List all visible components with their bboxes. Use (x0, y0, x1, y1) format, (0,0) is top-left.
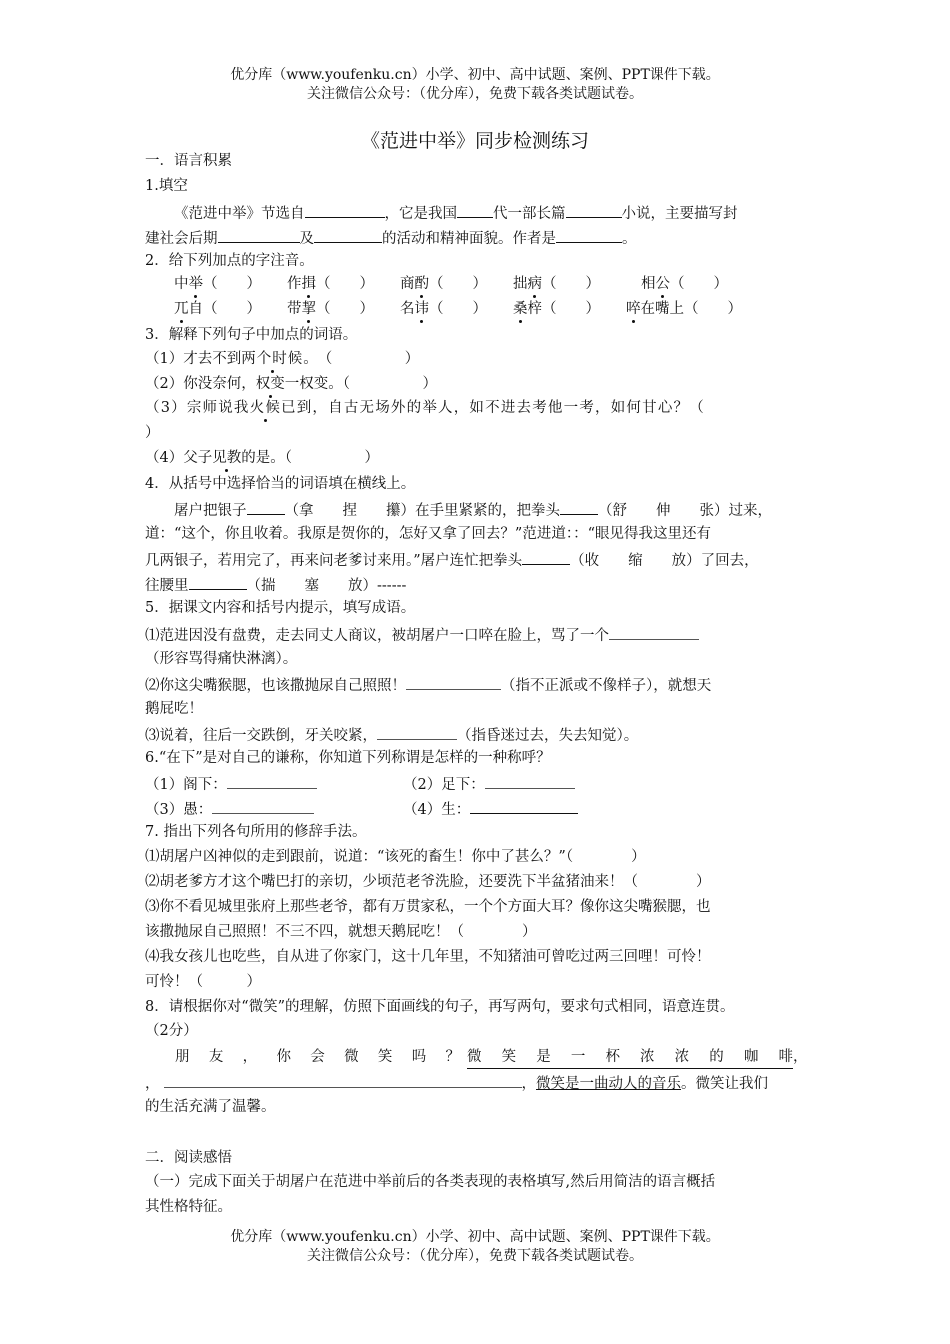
q5-item-1-cont: （形容骂得痛快淋漓）。 (145, 651, 298, 667)
q7-label: 7. 指出下列各句所用的修辞手法。 (145, 824, 367, 840)
pinyin-item: 中举（ ） (174, 276, 261, 292)
blank[interactable] (218, 227, 300, 243)
pinyin-item: 作揖（ ） (287, 276, 374, 292)
blank[interactable] (314, 227, 382, 243)
q7-item-2: ⑵胡老爹方才这个嘴巴打的亲切，少顷范老爷洗脸，还要洗下半盆猪油来！（ ） (145, 874, 711, 890)
pinyin-item: 商酌（ ） (400, 276, 487, 292)
q6-label: 6.“在下”是对自己的谦称，你知道下列称谓是怎样的一种称呼？ (145, 750, 551, 766)
q2-label: 2．给下列加点的字注音。 (145, 253, 314, 269)
q1-line-1: 《范进中举》节选自 ，它是我国 代一部长篇 小说，主要描写封 (145, 202, 839, 224)
blank[interactable] (566, 202, 622, 218)
q5-item-2: ⑵你这尖嘴猴腮，也该撒抛尿自己照照！ （指不正派或不像样子），就想天 (145, 674, 810, 696)
q8-underlined-sentence: 微笑是一曲动人的音乐 (536, 1076, 681, 1092)
header-line-2: 关注微信公众号：（优分库），免费下载各类试题试卷。 (307, 86, 643, 102)
q1-label: 1.填空 (145, 178, 188, 194)
blank[interactable] (305, 202, 385, 218)
pinyin-item: 相公（ ） (641, 276, 728, 292)
q5-item-1: ⑴范进因没有盘费，走去同丈人商议，被胡屠户一口啐在脸上，骂了一个 (145, 624, 810, 646)
q2-row-2 (145, 299, 839, 319)
blank[interactable] (485, 773, 575, 789)
section-2-para-1: （一）完成下面关于胡屠户在范进中举前后的各类表现的表格填写,然后用简洁的语言概括 (145, 1174, 716, 1190)
q8-example-line-3: 的生活充满了温馨。 (145, 1099, 276, 1115)
pinyin-item: 啐在嘴上（ ） (626, 301, 742, 317)
q4-line-1: 屠户把银子 （拿 捏 攥）在手里紧紧的，把拳头 （舒 伸 张）过来， (145, 499, 839, 521)
pinyin-item: 名讳（ ） (400, 301, 487, 317)
blank[interactable] (227, 773, 317, 789)
pinyin-item: 兀自（ ） (174, 301, 261, 317)
q5-item-3: ⑶说着，往后一交跌倒，牙关咬紧， （指昏迷过去，失去知觉）。 (145, 724, 810, 746)
blank[interactable] (457, 202, 493, 218)
section-2-heading: 二．阅读感悟 (145, 1150, 232, 1166)
blank[interactable] (556, 227, 622, 243)
q4-line-4: 往腰里 （揣 塞 放）------ (145, 574, 810, 596)
footer-line-1: 优分库（www.youfenku.cn）小学、初中、高中试题、案例、PPT课件下载。 (230, 1229, 720, 1245)
blank[interactable] (247, 499, 285, 515)
header-line-1: 优分库（www.youfenku.cn）小学、初中、高中试题、案例、PPT课件下载。 (230, 67, 720, 83)
q7-item-4-cont: 可怜！（ ） (145, 974, 261, 990)
pinyin-item: 桑梓（ ） (513, 301, 600, 317)
q3-item-3: （3）宗师说我火候已到，自古无场外的举人，如不进去考他一考，如何甘心？（ (145, 400, 705, 416)
q5-item-2-cont: 鹅屁吃！ (145, 701, 203, 717)
blank[interactable] (470, 798, 578, 814)
footer-line-2: 关注微信公众号：（优分库），免费下载各类试题试卷。 (307, 1248, 643, 1264)
blank[interactable] (609, 624, 699, 640)
q7-item-4: ⑷我女孩儿也吃些，自从进了你家门，这十几年里，不知猪油可曾吃过两三回哩！可怜！ (145, 949, 711, 965)
q3-item-3-cont: ） (145, 425, 160, 441)
q4-line-2: 道：“这个，你且收着。我原是贺你的，怎好又拿了回去？”范进道：：“眼见得我这里还有 (145, 526, 711, 542)
q8-example-line-2: ， ，微笑是一曲动人的音乐。微笑让我们 (145, 1072, 810, 1094)
q3-item-4: （4）父子见教的是。（ ） (145, 450, 379, 466)
q5-label: 5．据课文内容和括号内提示，填写成语。 (145, 600, 416, 616)
blank[interactable] (377, 724, 457, 740)
q4-label: 4．从括号中选择恰当的词语填在横线上。 (145, 476, 416, 492)
q7-item-1: ⑴胡屠户凶神似的走到跟前，说道：“该死的畜生！你中了甚么？”（ ） (145, 849, 646, 865)
q3-label: 3．解释下列句子中加点的词语。 (145, 327, 358, 343)
q6-row-1: （1）阁下： （2）足下： (145, 773, 810, 795)
q8-underlined-example: 微 笑 是 一 杯 浓 浓 的 咖 啡 (467, 1047, 793, 1069)
q2-row-1 (145, 274, 839, 294)
q8-prompt: 朋 友 ， 你 会 微 笑 吗 ？ (175, 1049, 460, 1065)
q6-row-2: （3）愚： （4）生： (145, 798, 810, 820)
q8-score: （2分） (145, 1023, 198, 1039)
q7-item-3-cont: 该撒抛尿自己照照！不三不四，就想天鹅屁吃！（ ） (145, 924, 537, 940)
page-title: 《范进中举》同步检测练习 (360, 130, 589, 152)
pinyin-item: 拙病（ ） (513, 276, 600, 292)
blank[interactable] (212, 798, 314, 814)
q8-label: 8．请根据你对“微笑”的理解，仿照下面画线的句子，再写两句，要求句式相同，语意连贯。 (145, 999, 735, 1015)
blank[interactable] (406, 674, 501, 690)
blank[interactable] (189, 574, 247, 590)
q4-line-3: 几两银子，若用完了，再来问老爹讨来用。”屠户连忙把拳头 （收 缩 放）了回去， (145, 549, 810, 571)
section-2-para-2: 其性格特征。 (145, 1199, 232, 1215)
blank[interactable] (522, 549, 570, 565)
q3-item-2: （2）你没奈何，权变一权变。（ ） (145, 376, 437, 392)
blank[interactable] (560, 499, 598, 515)
section-1-heading: 一．语言积累 (145, 153, 232, 169)
answer-blank[interactable] (164, 1072, 522, 1088)
document-page: 优分库（www.youfenku.cn）小学、初中、高中试题、案例、PPT课件下载。 关注微信公众号：（优分库），免费下载各类试题试卷。 《范进中举》同步检测练习 一．语言积累 1.填空 《范进中举》节选自 ，它是我国 代一部长篇 小说，主要描写封 建社会后期 及 的活动和精神面貌。作者是 。 2．给下列加点的字注音。 中举（ ） 作揖（ ） 商酌（ ） 拙病（ ） 相公（ ） 兀自（ ） 带挈（ ） 名讳（ ） 桑梓（ ） 啐在嘴上（ ） 3．解释下列句子中加点的词语。 （1）才去不到两个时候。 （ ） （2）你没奈何，权变一权变。（ ） （3）宗师说我火候已到，自古无场外的举人，如不进去考他一考，如何甘心？（ ） （4）父子见教的是。（ ） 4．从括号中选择恰当的词语填在横线上。 屠户把银子 （拿 捏 攥）在手里紧紧的，把拳头 （舒 伸 张）过来， 道：“这个，你且收着。我原是贺你的，怎好又拿了回去？”范进道：：“眼见得我这里还有 几两银子，若用完了，再来问老爹讨来用。”屠户连忙把拳头 （收 缩 放）了回去， 往腰里 （揣 塞 放）------ 5．据课文内容和括号内提示，填写成语。 ⑴范进因没有盘费，走去同丈人商议，被胡屠户一口啐在脸上，骂了一个 （形容骂得痛快淋漓）。 ⑵你这尖嘴猴腮，也该撒抛尿自己照照！ （指不正派或不像样子），就想天 鹅屁吃！ ⑶说着，往后一交跌倒，牙关咬紧， （指昏迷过去，失去知觉）。 6.“在下”是对自己的谦称，你知道下列称谓是怎样的一种称呼？ （1）阁下： （2）足下： （3）愚： （4）生： 7. 指出下列各句所用的修辞手法。 ⑴胡屠户凶神似的走到跟前，说道：“该死的畜生！你中了甚么？”（ ） ⑵胡老爹方才这个嘴巴打的亲切，少顷范老爷洗脸，还要洗下半盆猪油来！（ ） ⑶你不看见城里张府上那些老爷，都有万贯家私，一个个方面大耳？像你这尖嘴猴腮，也 该撒抛尿自己照照！不三不四，就想天鹅屁吃！（ ） ⑷我女孩儿也吃些，自从进了你家门，这十几年里，不知猪油可曾吃过两三回哩！可怜！ 可怜！（ ） 8．请根据你对“微笑”的理解，仿照下面画线的句子，再写两句，要求句式相同，语意连贯。 （2分） 朋 友 ， 你 会 微 笑 吗 ？ 微 笑 是 一 杯 浓 浓 的 咖 啡 ， ， ，微笑是一曲动人的音乐。微笑让我们 的生活充满了温馨。 二．阅读感悟 （一）完成下面关于胡屠户在范进中举前后的各类表现的表格填写,然后用简洁的语言概括 其性格特征。 优分库（www.youfenku.cn）小学、初中、高中试题、案例、PPT课件下载。 关注微信公众号：（优分库），免费下载各类试题试卷。 (0, 0, 950, 1344)
pinyin-item: 带挈（ ） (287, 301, 374, 317)
q3-item-1: （1）才去不到两个时候。 （ ） (145, 351, 420, 367)
q1-line-2: 建社会后期 及 的活动和精神面貌。作者是 。 (145, 227, 810, 249)
q7-item-3: ⑶你不看见城里张府上那些老爷，都有万贯家私，一个个方面大耳？像你这尖嘴猴腮，也 (145, 899, 711, 915)
